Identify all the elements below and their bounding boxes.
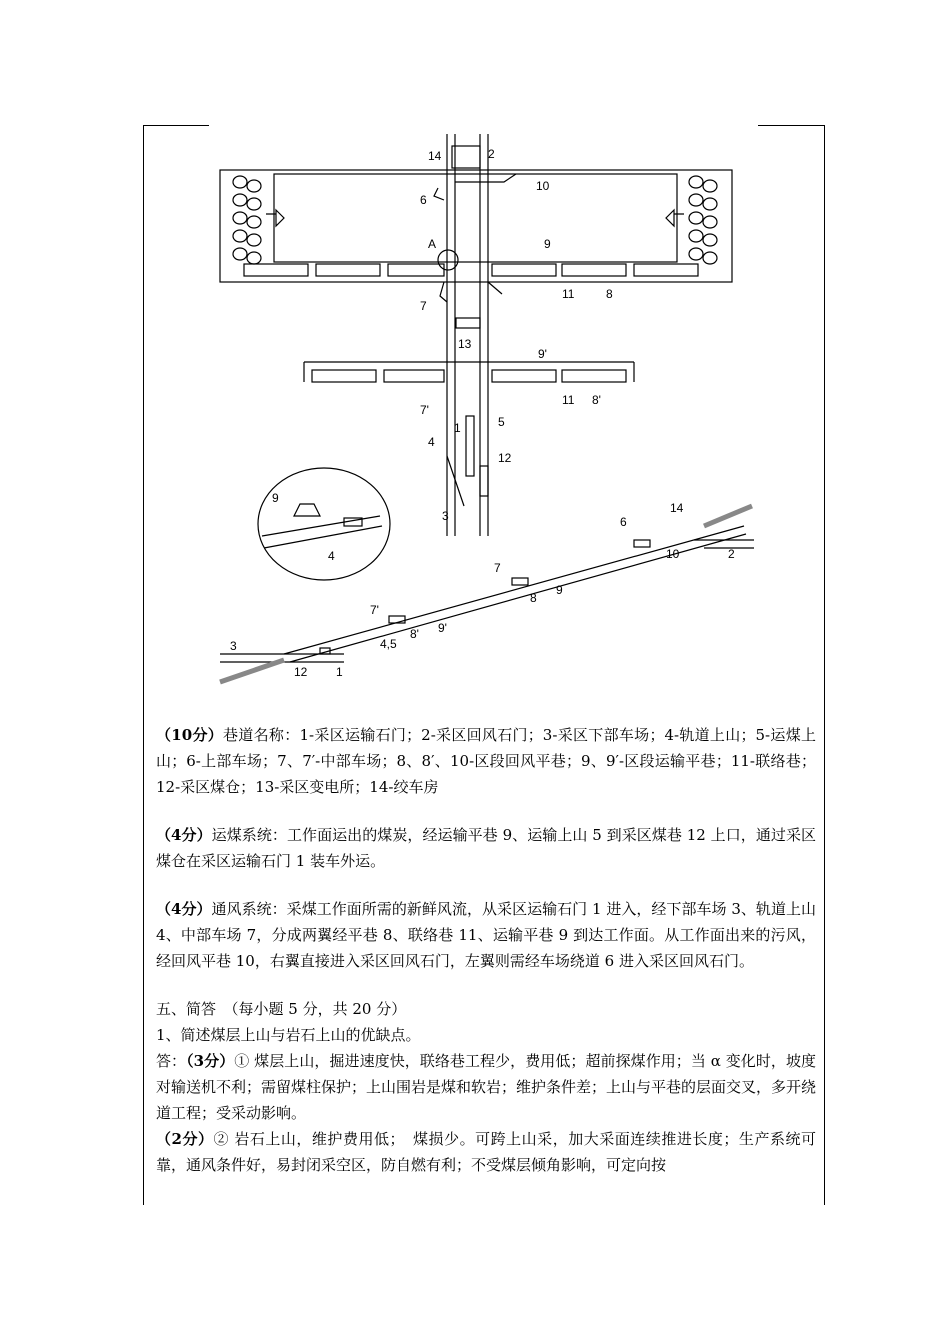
section-label-6: 6 bbox=[620, 515, 627, 529]
label-7-prime: 7' bbox=[420, 403, 429, 417]
section-heading: 五、简答 （每小题 5 分，共 20 分） bbox=[156, 1000, 407, 1018]
section-label-12: 12 bbox=[294, 665, 308, 679]
coal-transport-system bbox=[156, 822, 816, 874]
inset-label-4: 4 bbox=[328, 549, 335, 563]
section-label-9: 9 bbox=[556, 583, 563, 597]
score-coal: （4分） bbox=[156, 826, 212, 844]
label-3: 3 bbox=[442, 509, 449, 523]
label-4: 4 bbox=[428, 435, 435, 449]
roadway-names bbox=[156, 722, 816, 800]
a2-text: ② 岩石上山，维护费用低； 煤损少。可跨上山采，加大采面连续推进长度；生产系统可靠，通风条件好，易封闭采空区，防自燃有利；不受煤层倾角影响，可定向按 bbox=[156, 1130, 816, 1174]
label-8-prime: 8' bbox=[592, 393, 601, 407]
section-label-2: 2 bbox=[728, 547, 735, 561]
label-7: 7 bbox=[420, 299, 427, 313]
panel-outline bbox=[220, 170, 732, 282]
section-label-1: 1 bbox=[336, 665, 343, 679]
arrow-right bbox=[666, 210, 684, 226]
diagram-svg bbox=[144, 126, 824, 706]
answer-part-2 bbox=[156, 1126, 816, 1178]
answer-prefix: 答： bbox=[156, 1052, 187, 1070]
mining-district-diagram bbox=[144, 126, 824, 706]
section-label-8: 8 bbox=[530, 591, 537, 605]
label-9-prime: 9' bbox=[538, 347, 547, 361]
coal-text: 运煤系统：工作面运出的煤炭，经运输平巷 9、运输上山 5 到采区煤巷 12 上口，通过采区煤仓在采区运输石门 1 装车外运。 bbox=[156, 826, 816, 870]
label-5: 5 bbox=[498, 415, 505, 429]
inset-detail bbox=[258, 468, 390, 580]
section-label-9-prime: 9' bbox=[438, 621, 447, 635]
label-1: 1 bbox=[454, 421, 461, 435]
section-label-14: 14 bbox=[670, 501, 684, 515]
section-label-10: 10 bbox=[666, 547, 680, 561]
label-14: 14 bbox=[428, 149, 442, 163]
section-label-4-5: 4,5 bbox=[380, 637, 397, 651]
answer-content bbox=[156, 722, 816, 1178]
a1-text: ① 煤层上山，掘进速度快，联络巷工程少，费用低；超前探煤作用；当 α 变化时，坡度对输送机不利；需留煤柱保护；上山围岩是煤和软岩；维护条件差；上山与平巷的层面交叉，多开绕道工程；受采动影响。 bbox=[156, 1052, 817, 1122]
vent-text: 通风系统：采煤工作面所需的新鲜风流，从采区运输石门 1 进入，经下部车场 3、轨道上山 4、中部车场 7，分成两翼经平巷 8、联络巷 11、运输平巷 9 到达工作面。从工作面出来的污风，经回风平巷 10，右翼直接进入采区回风石门，左翼则需经车场绕道 6 进入采区回风石门。 bbox=[156, 900, 816, 970]
ventilation-system bbox=[156, 896, 816, 974]
label-11-b: 11 bbox=[562, 393, 575, 407]
section-label-7: 7 bbox=[494, 561, 501, 575]
hoist-room bbox=[452, 146, 480, 168]
answer-part-1 bbox=[156, 1048, 816, 1126]
plan-view bbox=[220, 134, 732, 536]
label-6: 6 bbox=[420, 193, 427, 207]
label-10: 10 bbox=[536, 179, 550, 193]
label-12: 12 bbox=[498, 451, 512, 465]
gob-left bbox=[233, 176, 261, 264]
score-a1: （3分） bbox=[186, 1052, 235, 1070]
inset-label-9: 9 bbox=[272, 491, 279, 505]
label-11: 11 bbox=[562, 287, 575, 301]
label-a: A bbox=[428, 237, 437, 251]
arrow-left bbox=[266, 210, 284, 226]
coal-seam-lines bbox=[220, 506, 752, 682]
score-roadway: （10分） bbox=[156, 726, 224, 744]
frame-right-border bbox=[824, 125, 825, 1205]
panel-inner bbox=[274, 174, 677, 262]
section-label-7-prime: 7' bbox=[370, 603, 379, 617]
gob-right bbox=[689, 176, 717, 264]
section-label-8-prime: 8' bbox=[410, 627, 419, 641]
roadway-text: 巷道名称：1-采区运输石门；2-采区回风石门；3-采区下部车场；4-轨道上山；5-运煤上山；6-上部车场；7、7′-中部车场；8、8′、10-区段回风平巷；9、9′-区段运输平巷；11-联络巷；12-采区煤仓；13-采区变电所；14-绞车房 bbox=[156, 726, 816, 796]
label-9: 9 bbox=[544, 237, 551, 251]
score-vent: （4分） bbox=[156, 900, 212, 918]
score-a2: （2分） bbox=[156, 1130, 214, 1148]
question-1: 1、简述煤层上山与岩石上山的优缺点。 bbox=[156, 1026, 421, 1044]
label-2: 2 bbox=[488, 147, 495, 161]
section-label-3: 3 bbox=[230, 639, 237, 653]
label-8: 8 bbox=[606, 287, 613, 301]
label-13: 13 bbox=[458, 337, 472, 351]
